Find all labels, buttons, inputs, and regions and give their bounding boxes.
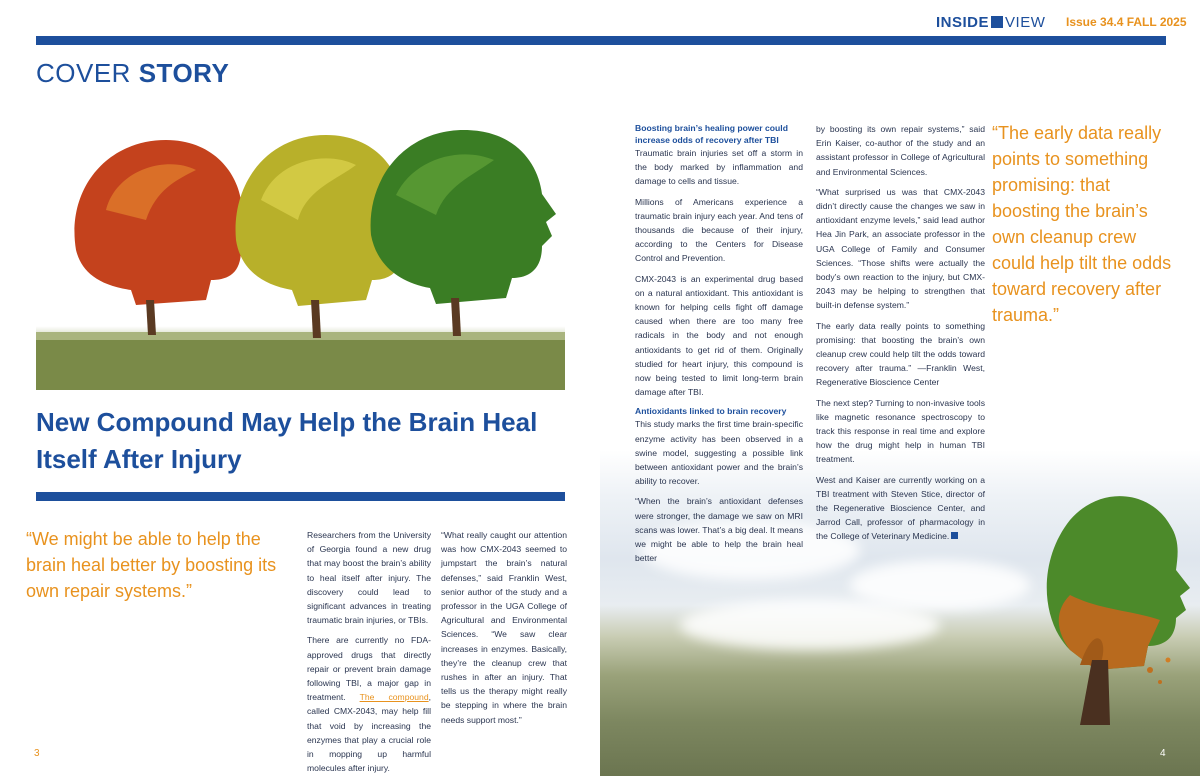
paragraph: Millions of Americans experience a traumatic brain injury each year. And tens of thousands die because of their injury, according to the Centers for Disease Control and Prevention. bbox=[635, 196, 803, 264]
paragraph: “When the brain’s antioxidant defenses were stronger, the damage we saw on MRI scans was lower. That’s a big deal. It means we might be able to help the brain heal better bbox=[635, 496, 803, 564]
paragraph: “What surprised us was that CMX-2043 didn’t directly cause the changes we saw in antioxidant enzyme levels,” said lead author Hea Jin Park, an associate professor in the UGA College of Family and Consumer Sciences. “Those shifts were actually the body’s own reaction to the injury, but CMX-2043 may be helping to strengthen that built-in defense system.” bbox=[816, 186, 985, 311]
section-title-bold: STORY bbox=[138, 58, 230, 88]
head-shaped-tree-icon bbox=[1000, 470, 1200, 760]
paragraph bbox=[307, 633, 431, 775]
subheading: Boosting brain’s healing power could increase odds of recovery after TBI bbox=[635, 123, 788, 145]
paragraph bbox=[816, 473, 985, 544]
masthead-bar bbox=[36, 36, 1166, 45]
masthead-brand bbox=[936, 14, 1045, 31]
subheading: Antioxidants linked to brain recovery bbox=[635, 406, 787, 417]
paragraph: The next step? Turning to non-invasive tools like magnetic resonance spectroscopy to track this response in real time and explore how the drug might help in human TBI treatment. bbox=[816, 397, 985, 465]
article-column-2 bbox=[441, 528, 567, 733]
article-column-4 bbox=[816, 122, 985, 550]
red-tree bbox=[74, 140, 254, 335]
cloud bbox=[680, 600, 940, 650]
brand-left: INSIDE bbox=[936, 14, 990, 31]
page-number-right: 4 bbox=[1160, 748, 1166, 759]
compound-link[interactable]: The compound bbox=[359, 692, 429, 703]
page-number-left: 3 bbox=[34, 748, 40, 759]
pullquote-right: “The early data really points to something promising: that boosting the brain’s own cleanup crew could help tilt the odds toward recovery after trauma.” bbox=[992, 123, 1172, 325]
paragraph-text: West and Kaiser are currently working on a TBI treatment with Steven Stice, director of the Regenerative Bioscience Center, and Jarrod Call, professor of pharmacology in the College of Veterinary Medicine. bbox=[816, 474, 985, 542]
paragraph: by boosting its own repair systems,” said Erin Kaiser, co-author of the study and an assistant professor in College of Agricultural and Environmental Sciences. bbox=[816, 124, 985, 177]
head-shaped-trees-illustration-icon bbox=[36, 100, 565, 390]
headline-bar bbox=[36, 492, 565, 501]
brand-square-icon bbox=[991, 16, 1003, 28]
section-title-light: COVER bbox=[36, 58, 131, 88]
issue-label: Issue 34.4 FALL 2025 bbox=[1066, 15, 1187, 29]
pullquote-left: “We might be able to help the brain heal better by boosting its own repair systems.” bbox=[26, 529, 277, 601]
paragraph: CMX-2043 is an experimental drug based on a natural antioxidant. This antioxidant is known for helping cells fight off damage caused when there are too many free radicals in the body and not enough antioxidants to get rid of them. Originally studied for heart injury, this compound is now being tested to limit long-term brain damage after TBI. bbox=[635, 273, 803, 398]
end-mark-icon bbox=[951, 532, 958, 539]
hero-image bbox=[36, 100, 565, 390]
paragraph: “What really caught our attention was how CMX-2043 seemed to jumpstart the brain’s natural defenses,” said Franklin West, senior author of the study and a professor in the UGA College of Agricultural and Environmental Sciences. “We saw clear increases in enzymes. Basically, they’re the cleanup crew that rushes in after an injury. That tells us the therapy might really be stepping in where the brain needs support most.” bbox=[441, 530, 567, 725]
paragraph: Researchers from the University of Georgia found a new drug that may boost the brain’s ability to heal itself after injury. The discovery could lead to significant advances in treating traumatic brain injuries, or TBIs. bbox=[307, 530, 431, 626]
article-column-3 bbox=[635, 122, 803, 571]
paragraph: This study marks the first time brain-specific enzyme activity has been observed in a swine model, suggesting a possible link between antioxidant power and the brain’s ability to recover. bbox=[635, 419, 803, 487]
section-title bbox=[36, 58, 229, 89]
green-tree bbox=[371, 130, 556, 336]
head-tree-image bbox=[1000, 470, 1200, 760]
paragraph: Traumatic brain injuries set off a storm in the body marked by inflammation and damage to cells and tissue. bbox=[635, 148, 803, 187]
article-column-1 bbox=[307, 528, 431, 776]
brand-right: VIEW bbox=[1005, 14, 1046, 31]
paragraph-text: There are currently no FDA-approved drugs that directly repair or prevent brain damage following TBI, a major gap in treatment. bbox=[307, 635, 431, 703]
headline: New Compound May Help the Brain Heal Itself After Injury bbox=[36, 407, 538, 474]
paragraph-text: , called CMX-2043, may help fill that void by increasing the enzymes that play a crucial role in mopping up harmful molecules after injury. bbox=[307, 692, 432, 774]
paragraph: The early data really points to something promising: that boosting the brain’s own cleanup crew could help tilt the odds toward recovery after trauma.” —Franklin West, Regenerative Bioscience Center bbox=[816, 320, 985, 388]
